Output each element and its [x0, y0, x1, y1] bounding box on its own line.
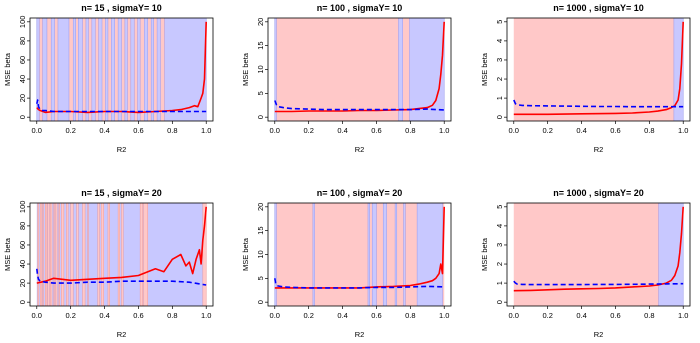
y-tick-label: 80 — [18, 221, 27, 231]
plot-area — [37, 18, 206, 121]
region-blue — [78, 18, 82, 121]
x-tick-label: 1.0 — [201, 311, 212, 320]
y-tick-label: 5 — [256, 91, 265, 96]
region-red — [77, 203, 79, 306]
x-tick-label: 0.4 — [99, 311, 110, 320]
x-axis-label: R2 — [116, 145, 127, 154]
chart-panel-3 — [480, 3, 690, 154]
region-red — [38, 203, 39, 306]
y-tick-label: 20 — [256, 202, 265, 211]
region-blue — [138, 18, 141, 121]
y-tick-label: 3 — [495, 57, 504, 63]
region-blue — [409, 18, 444, 121]
y-tick-label: 1 — [495, 96, 504, 101]
y-tick-label: 4 — [495, 38, 504, 43]
x-tick-label: 0.8 — [405, 311, 416, 320]
x-tick-label: 1.0 — [678, 311, 689, 320]
y-tick-label: 0 — [18, 300, 27, 305]
region-red — [108, 203, 110, 306]
x-tick-label: 0.0 — [31, 126, 42, 135]
y-tick-label: 2 — [495, 76, 504, 82]
plot-area — [514, 203, 683, 306]
x-axis-label: R2 — [593, 330, 604, 339]
y-tick-label: 20 — [256, 17, 265, 26]
chart-title: n= 1000 , sigmaY= 10 — [553, 3, 644, 13]
y-axis-label: MSE beta — [241, 238, 250, 271]
x-tick-label: 1.0 — [678, 126, 689, 135]
y-tick-label: 0 — [256, 300, 265, 305]
y-tick-label: 40 — [18, 259, 27, 269]
y-tick-label: 20 — [18, 278, 27, 288]
y-tick-label: 1 — [495, 281, 504, 286]
region-red — [144, 203, 148, 306]
x-axis-label: R2 — [116, 330, 127, 339]
y-tick-label: 60 — [18, 240, 27, 250]
y-tick-label: 0 — [495, 115, 504, 120]
region-blue — [404, 203, 406, 306]
region-blue — [383, 203, 386, 306]
plot-area — [275, 203, 444, 306]
chart-title: n= 100 , sigmaY= 10 — [316, 3, 403, 13]
region-red — [66, 203, 68, 306]
x-tick-label: 0.2 — [303, 126, 314, 135]
x-tick-label: 1.0 — [439, 126, 450, 135]
y-tick-label: 10 — [256, 65, 265, 74]
y-tick-label: 0 — [495, 300, 504, 305]
region-blue — [157, 18, 160, 121]
region-blue — [92, 18, 95, 121]
y-axis-label: MSE beta — [3, 53, 12, 86]
region-blue — [165, 18, 207, 121]
region-red — [55, 203, 57, 306]
region-red — [118, 203, 120, 306]
x-tick-label: 0.2 — [65, 311, 76, 320]
region-blue — [144, 18, 147, 121]
x-tick-label: 0.6 — [610, 311, 621, 320]
y-tick-label: 15 — [256, 41, 265, 50]
region-red — [98, 203, 100, 306]
x-tick-label: 0.0 — [508, 126, 519, 135]
chart-title: n= 15 , sigmaY= 10 — [81, 3, 162, 13]
region-red — [61, 203, 64, 306]
x-tick-label: 0.6 — [371, 311, 382, 320]
x-tick-label: 0.4 — [337, 311, 348, 320]
x-tick-label: 0.6 — [133, 311, 144, 320]
region-red — [45, 203, 47, 306]
x-axis-label: R2 — [354, 145, 365, 154]
region-blue — [275, 203, 277, 306]
y-axis-label: MSE beta — [3, 238, 12, 271]
chart-panel-1 — [3, 3, 213, 154]
x-tick-label: 0.2 — [542, 126, 553, 135]
y-axis-label: MSE beta — [480, 238, 489, 271]
region-blue — [43, 18, 47, 121]
y-tick-label: 80 — [18, 36, 27, 46]
region-red — [40, 203, 42, 306]
y-tick-label: 4 — [495, 223, 504, 228]
region-blue — [86, 18, 89, 121]
x-tick-label: 1.0 — [439, 311, 450, 320]
region-red — [59, 203, 60, 306]
y-tick-label: 0 — [18, 115, 27, 120]
region-blue — [313, 203, 315, 306]
region-red — [101, 203, 104, 306]
x-tick-label: 0.2 — [303, 311, 314, 320]
y-tick-label: 3 — [495, 242, 504, 248]
x-tick-label: 0.4 — [337, 126, 348, 135]
x-tick-label: 0.6 — [371, 126, 382, 135]
y-tick-label: 15 — [256, 226, 265, 235]
region-blue — [99, 18, 102, 121]
region-blue — [125, 18, 128, 121]
x-tick-label: 0.4 — [576, 311, 587, 320]
region-blue — [368, 203, 370, 306]
x-tick-label: 0.0 — [269, 126, 280, 135]
region-red — [50, 203, 52, 306]
plot-area — [37, 203, 206, 306]
chart-panel-6 — [480, 188, 690, 339]
x-axis-label: R2 — [354, 330, 365, 339]
region-blue — [51, 18, 54, 121]
region-blue — [417, 203, 442, 306]
y-axis-label: MSE beta — [480, 53, 489, 86]
x-tick-label: 0.8 — [644, 126, 655, 135]
x-tick-label: 0.8 — [644, 311, 655, 320]
region-red — [83, 203, 86, 306]
region-red — [122, 203, 124, 306]
chart-panel-5 — [241, 188, 451, 339]
x-tick-label: 0.6 — [610, 126, 621, 135]
region-blue — [395, 203, 397, 306]
x-tick-label: 0.2 — [65, 126, 76, 135]
y-tick-label: 100 — [18, 15, 27, 29]
region-blue — [118, 18, 121, 121]
region-blue — [105, 18, 108, 121]
y-tick-label: 10 — [256, 250, 265, 259]
y-tick-label: 20 — [18, 93, 27, 103]
x-tick-label: 0.0 — [269, 311, 280, 320]
x-tick-label: 0.4 — [99, 126, 110, 135]
region-blue — [398, 18, 402, 121]
region-red — [48, 203, 50, 306]
x-tick-label: 0.8 — [167, 311, 178, 320]
x-tick-label: 0.8 — [405, 126, 416, 135]
x-axis-label: R2 — [593, 145, 604, 154]
x-tick-label: 0.6 — [133, 126, 144, 135]
plot-area — [514, 18, 683, 121]
region-red — [88, 203, 89, 306]
y-axis-label: MSE beta — [241, 53, 250, 86]
region-red — [43, 203, 44, 306]
chart-title: n= 15 , sigmaY= 20 — [81, 188, 162, 198]
region-blue — [372, 203, 376, 306]
chart-title: n= 100 , sigmaY= 20 — [316, 188, 403, 198]
y-tick-label: 5 — [256, 276, 265, 281]
y-tick-label: 0 — [256, 115, 265, 120]
y-tick-label: 5 — [495, 19, 504, 24]
x-tick-label: 0.4 — [576, 126, 587, 135]
plot-area — [275, 18, 444, 121]
x-tick-label: 0.0 — [31, 311, 42, 320]
x-tick-label: 0.8 — [167, 126, 178, 135]
x-tick-label: 0.0 — [508, 311, 519, 320]
y-tick-label: 40 — [18, 74, 27, 84]
region-blue — [111, 18, 114, 121]
region-blue — [58, 18, 69, 121]
region-blue — [131, 18, 134, 121]
region-blue — [73, 18, 76, 121]
y-tick-label: 60 — [18, 55, 27, 65]
chart-panel-4 — [3, 188, 213, 339]
region-red — [71, 203, 74, 306]
y-tick-label: 5 — [495, 204, 504, 209]
region-blue — [151, 18, 154, 121]
y-tick-label: 100 — [18, 200, 27, 214]
chart-title: n= 1000 , sigmaY= 20 — [553, 188, 644, 198]
y-tick-label: 2 — [495, 261, 504, 267]
x-tick-label: 1.0 — [201, 126, 212, 135]
chart-panel-2 — [241, 3, 451, 154]
x-tick-label: 0.2 — [542, 311, 553, 320]
region-red — [54, 203, 55, 306]
region-red — [140, 203, 143, 306]
